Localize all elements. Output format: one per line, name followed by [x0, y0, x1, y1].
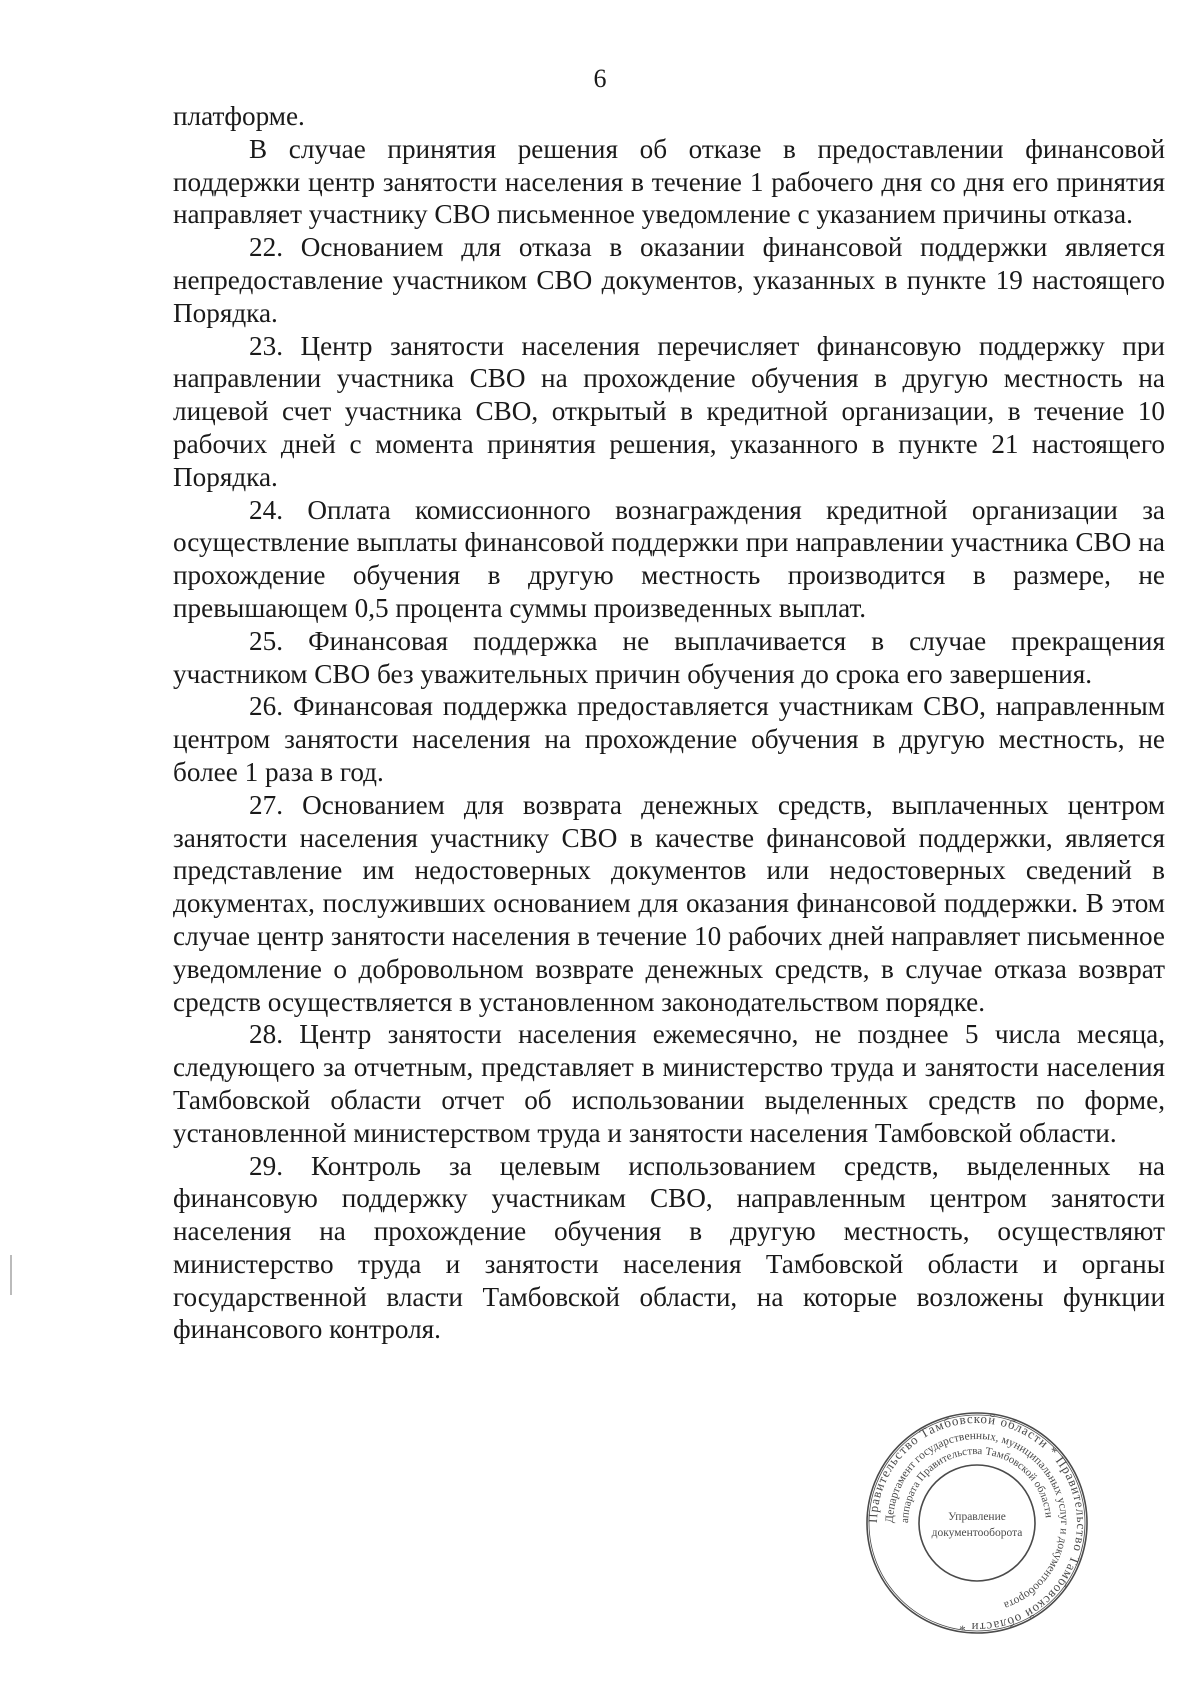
stamp-center-line-1: Управление	[948, 1511, 1006, 1523]
paragraph-27: 27. Основанием для возврата денежных средств, выплаченных центром занятости населения участнику СВО в качестве финансовой поддержки, является представление им недостоверных документов или недостоверных сведений в документах, послуживших основанием для оказания финансовой поддержки. В этом случае центр занятости населения в течение 10 рабочих дней направляет письменное уведомление о добровольном возврате денежных средств, в случае отказа возврат средств осуществляется в установленном законодательством порядке.	[173, 789, 1165, 1017]
paragraph-25: 25. Финансовая поддержка не выплачивается в случае прекращения участником СВО без уважительных причин обучения до срока его завершения.	[173, 625, 1165, 689]
official-stamp	[862, 1408, 1092, 1638]
paragraph-22: 22. Основанием для отказа в оказании финансовой поддержки является непредоставление участником СВО документов, указанных в пункте 19 настоящего Порядка.	[173, 232, 1165, 328]
paragraph-continuation: платформе.	[173, 101, 305, 131]
document-body	[173, 100, 1165, 1346]
stamp-inner-circle	[919, 1465, 1035, 1581]
paragraph-28: 28. Центр занятости населения ежемесячно, не позднее 5 числа месяца, следующего за отчетным, представляет в министерство труда и занятости населения Тамбовской области отчет об использовании выделенных средств по форме, установленной министерством труда и занятости населения Тамбовской области.	[173, 1019, 1165, 1148]
scan-edge-mark	[10, 1255, 12, 1295]
paragraph-23: 23. Центр занятости населения перечисляет финансовую поддержку при направлении участника СВО на прохождение обучения в другую местность на лицевой счет участника СВО, открытый в кредитной организации, в течение 10 рабочих дней с момента принятия решения, указанного в пункте 21 настоящего Порядка.	[173, 330, 1165, 492]
stamp-inner-text: аппарата Правительства Тамбовской области	[898, 1444, 1055, 1524]
stamp-middle-text: Департамент государственных, муниципальных услуг и документооборота	[883, 1429, 1071, 1612]
stamp-outer-text: Правительство Тамбовской области * Правительство Тамбовской области *	[864, 1410, 1090, 1636]
page-number: 6	[593, 64, 607, 93]
stamp-center-line-2: документооборота	[931, 1527, 1023, 1539]
paragraph-24: 24. Оплата комиссионного вознаграждения кредитной организации за осуществление выплаты финансовой поддержки при направлении участника СВО на прохождение обучения в другую местность производится в размере, не превышающем 0,5 процента суммы произведенных выплат.	[173, 494, 1165, 623]
paragraph-29: 29. Контроль за целевым использованием средств, выделенных на финансовую поддержку участникам СВО, направленным центром занятости населения на прохождение обучения в другую местность, осуществляют министерство труда и занятости населения Тамбовской области и органы государственной власти Тамбовской области, на которые возложены функции финансового контроля.	[173, 1150, 1165, 1345]
paragraph-26: 26. Финансовая поддержка предоставляется участникам СВО, направленным центром занятости населения на прохождение обучения в другую местность, не более 1 раза в год.	[173, 691, 1165, 787]
paragraph-refusal-notice: В случае принятия решения об отказе в предоставлении финансовой поддержки центр занятости населения в течение 1 рабочего дня со дня его принятия направляет участнику СВО письменное уведомление с указанием причины отказа.	[173, 133, 1165, 230]
